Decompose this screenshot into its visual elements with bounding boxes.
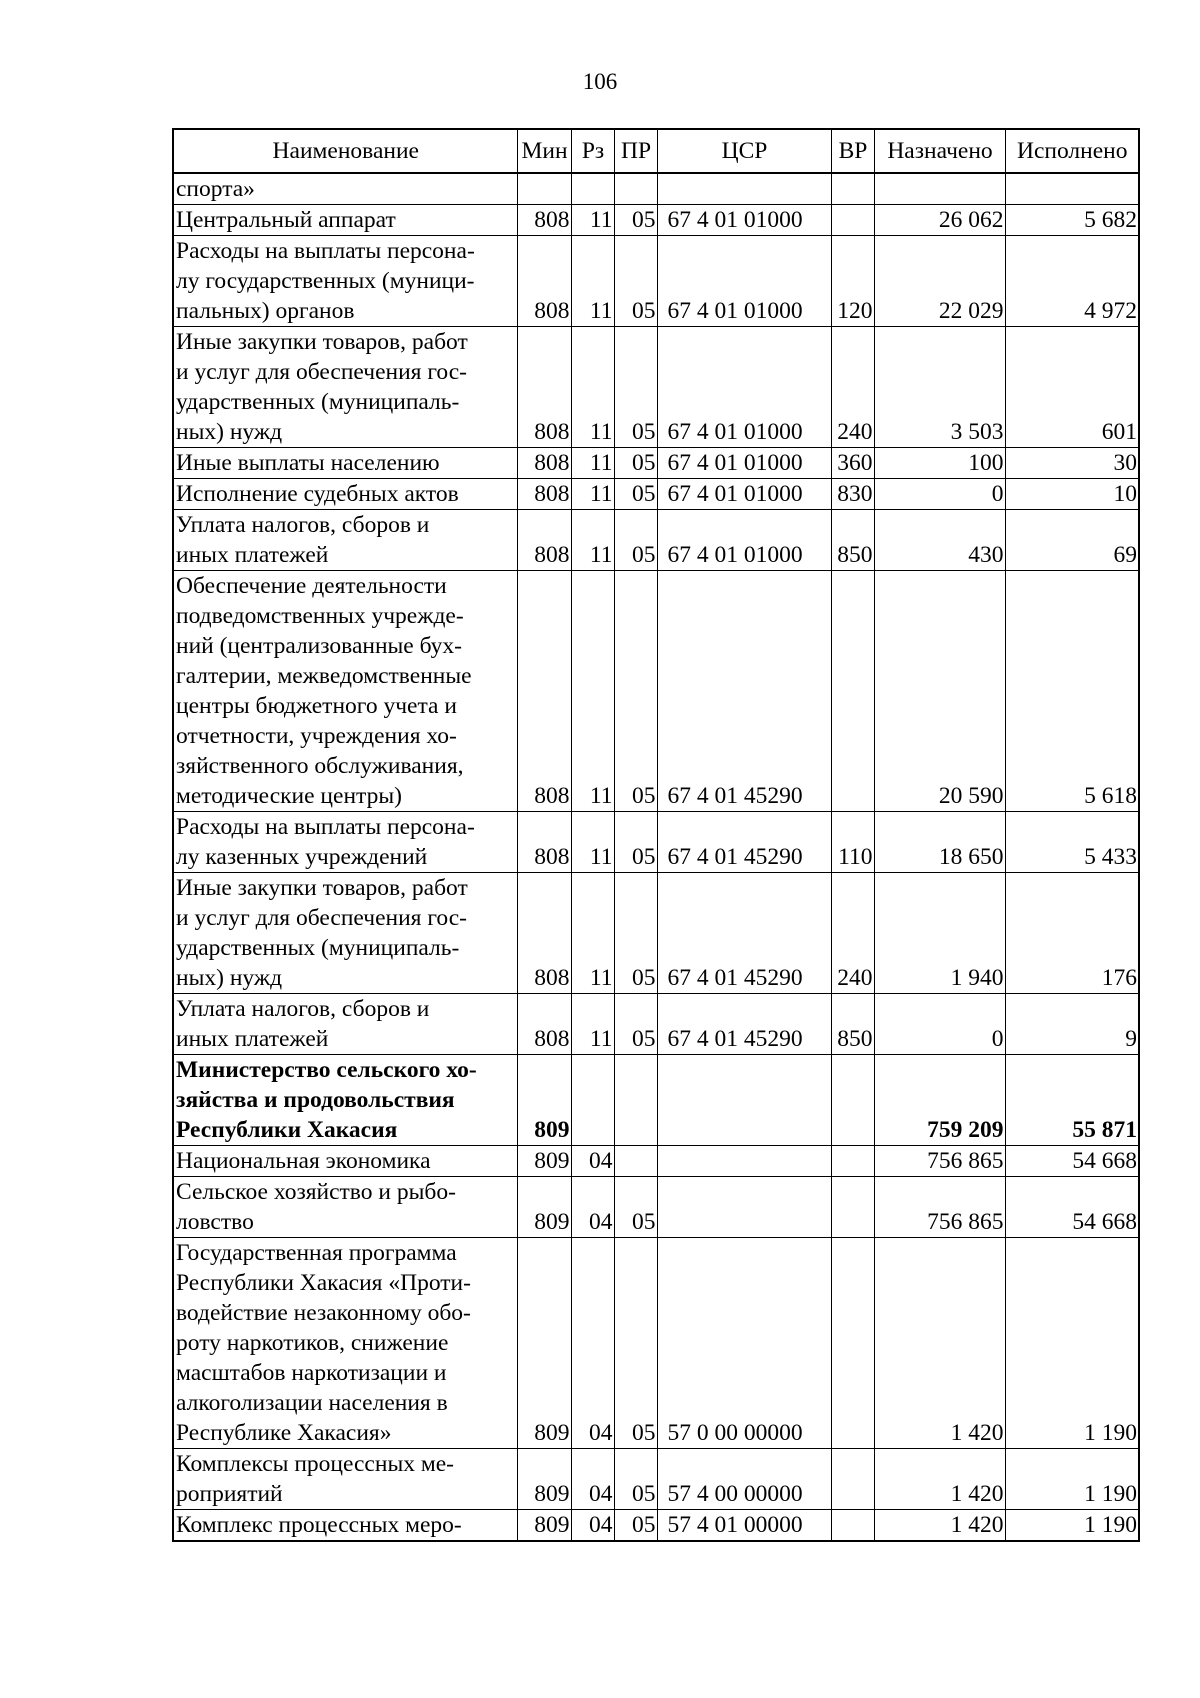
- cell-isp: 54 668: [1005, 1146, 1139, 1177]
- cell-name: Министерство сельского хо- зяйства и продовольствия Республики Хакасия: [173, 1055, 517, 1146]
- header-min: Мин: [517, 129, 571, 173]
- cell-rz: 11: [571, 236, 614, 327]
- cell-nazn: 3 503: [874, 327, 1005, 448]
- cell-name: Сельское хозяйство и рыбо- ловство: [173, 1177, 517, 1238]
- cell-pr: 05: [614, 812, 657, 873]
- cell-nazn: 0: [874, 994, 1005, 1055]
- cell-pr: 05: [614, 236, 657, 327]
- cell-isp: 176: [1005, 873, 1139, 994]
- cell-csr: [657, 1146, 831, 1177]
- cell-name: Комплекс процессных меро-: [173, 1510, 517, 1542]
- cell-nazn: 1 420: [874, 1449, 1005, 1510]
- cell-min: 808: [517, 510, 571, 571]
- cell-csr: [657, 173, 831, 205]
- cell-isp: 9: [1005, 994, 1139, 1055]
- cell-name: Расходы на выплаты персона- лу казенных учреждений: [173, 812, 517, 873]
- table-row: [173, 571, 1139, 812]
- cell-min: 809: [517, 1055, 571, 1146]
- header-rz: Рз: [571, 129, 614, 173]
- cell-name: Центральный аппарат: [173, 205, 517, 236]
- cell-csr: 67 4 01 01000: [657, 448, 831, 479]
- cell-pr: 05: [614, 1449, 657, 1510]
- cell-rz: [571, 173, 614, 205]
- cell-csr: 67 4 01 01000: [657, 205, 831, 236]
- header-name: Наименование: [173, 129, 517, 173]
- table-body: [173, 173, 1139, 1541]
- cell-isp: 601: [1005, 327, 1139, 448]
- cell-name: Иные закупки товаров, работ и услуг для обеспечения гос- ударственных (муниципаль- ных) нужд: [173, 327, 517, 448]
- table-row: [173, 479, 1139, 510]
- cell-nazn: 1 420: [874, 1510, 1005, 1542]
- cell-nazn: 756 865: [874, 1146, 1005, 1177]
- cell-isp: 5 433: [1005, 812, 1139, 873]
- cell-vr: [831, 1238, 874, 1449]
- cell-isp: 69: [1005, 510, 1139, 571]
- cell-pr: 05: [614, 205, 657, 236]
- cell-name: Уплата налогов, сборов и иных платежей: [173, 994, 517, 1055]
- cell-pr: 05: [614, 479, 657, 510]
- cell-name: Исполнение судебных актов: [173, 479, 517, 510]
- cell-min: 808: [517, 994, 571, 1055]
- cell-pr: 05: [614, 510, 657, 571]
- table-row: [173, 448, 1139, 479]
- cell-csr: 67 4 01 45290: [657, 994, 831, 1055]
- cell-name: Иные выплаты населению: [173, 448, 517, 479]
- cell-csr: 67 4 01 01000: [657, 510, 831, 571]
- cell-csr: 57 0 00 00000: [657, 1238, 831, 1449]
- table-row: [173, 205, 1139, 236]
- cell-csr: 57 4 00 00000: [657, 1449, 831, 1510]
- cell-nazn: 756 865: [874, 1177, 1005, 1238]
- header-pr: ПР: [614, 129, 657, 173]
- cell-vr: 830: [831, 479, 874, 510]
- cell-nazn: 20 590: [874, 571, 1005, 812]
- cell-pr: 05: [614, 327, 657, 448]
- cell-isp: [1005, 173, 1139, 205]
- cell-nazn: 759 209: [874, 1055, 1005, 1146]
- cell-rz: 04: [571, 1449, 614, 1510]
- cell-csr: [657, 1177, 831, 1238]
- header-nazn: Назначено: [874, 129, 1005, 173]
- cell-min: 808: [517, 873, 571, 994]
- cell-csr: 67 4 01 01000: [657, 327, 831, 448]
- cell-pr: 05: [614, 1177, 657, 1238]
- cell-min: 808: [517, 571, 571, 812]
- cell-csr: 67 4 01 01000: [657, 236, 831, 327]
- cell-csr: 57 4 01 00000: [657, 1510, 831, 1542]
- cell-nazn: 1 940: [874, 873, 1005, 994]
- cell-name: спорта»: [173, 173, 517, 205]
- cell-rz: 11: [571, 327, 614, 448]
- cell-vr: [831, 1449, 874, 1510]
- cell-rz: [571, 1055, 614, 1146]
- cell-csr: 67 4 01 45290: [657, 812, 831, 873]
- table-row: [173, 1177, 1139, 1238]
- cell-vr: [831, 1055, 874, 1146]
- cell-min: 808: [517, 448, 571, 479]
- cell-isp: 4 972: [1005, 236, 1139, 327]
- cell-csr: 67 4 01 45290: [657, 571, 831, 812]
- cell-pr: 05: [614, 873, 657, 994]
- cell-pr: [614, 1055, 657, 1146]
- cell-vr: [831, 571, 874, 812]
- header-csr: ЦСР: [657, 129, 831, 173]
- table-row: [173, 327, 1139, 448]
- cell-nazn: 100: [874, 448, 1005, 479]
- table-row: [173, 1055, 1139, 1146]
- table-row: [173, 1449, 1139, 1510]
- cell-name: Расходы на выплаты персона- лу государственных (муници- пальных) органов: [173, 236, 517, 327]
- cell-name: Комплексы процессных ме- роприятий: [173, 1449, 517, 1510]
- cell-nazn: 26 062: [874, 205, 1005, 236]
- cell-rz: 11: [571, 205, 614, 236]
- cell-pr: 05: [614, 1510, 657, 1542]
- cell-nazn: 18 650: [874, 812, 1005, 873]
- cell-rz: 11: [571, 812, 614, 873]
- table-row: [173, 1238, 1139, 1449]
- cell-vr: 110: [831, 812, 874, 873]
- cell-vr: 240: [831, 327, 874, 448]
- cell-min: 809: [517, 1510, 571, 1542]
- cell-vr: 240: [831, 873, 874, 994]
- table-row: [173, 173, 1139, 205]
- table-row: [173, 812, 1139, 873]
- cell-rz: 11: [571, 994, 614, 1055]
- cell-nazn: 22 029: [874, 236, 1005, 327]
- header-vr: ВР: [831, 129, 874, 173]
- cell-min: 808: [517, 812, 571, 873]
- cell-min: [517, 173, 571, 205]
- cell-name: Обеспечение деятельности подведомственных учрежде- ний (централизованные бух- галтерии, межведомственные центры бюджетного учета и отчетности, учреждения хо- зяйственного обслуживания, методические центры): [173, 571, 517, 812]
- cell-isp: 55 871: [1005, 1055, 1139, 1146]
- cell-isp: 1 190: [1005, 1510, 1139, 1542]
- cell-pr: 05: [614, 994, 657, 1055]
- table-row: [173, 510, 1139, 571]
- table-row: [173, 994, 1139, 1055]
- cell-rz: 04: [571, 1177, 614, 1238]
- cell-vr: 360: [831, 448, 874, 479]
- header-isp: Исполнено: [1005, 129, 1139, 173]
- cell-rz: 11: [571, 479, 614, 510]
- cell-isp: 10: [1005, 479, 1139, 510]
- table-row: [173, 1146, 1139, 1177]
- cell-min: 809: [517, 1177, 571, 1238]
- cell-csr: 67 4 01 45290: [657, 873, 831, 994]
- cell-isp: 5 618: [1005, 571, 1139, 812]
- cell-vr: [831, 173, 874, 205]
- cell-min: 808: [517, 205, 571, 236]
- cell-rz: 04: [571, 1146, 614, 1177]
- cell-min: 809: [517, 1449, 571, 1510]
- table-row: [173, 236, 1139, 327]
- cell-isp: 1 190: [1005, 1238, 1139, 1449]
- cell-isp: 5 682: [1005, 205, 1139, 236]
- cell-rz: 04: [571, 1238, 614, 1449]
- cell-isp: 1 190: [1005, 1449, 1139, 1510]
- cell-vr: [831, 1177, 874, 1238]
- cell-nazn: [874, 173, 1005, 205]
- cell-vr: 850: [831, 994, 874, 1055]
- cell-rz: 11: [571, 873, 614, 994]
- cell-min: 808: [517, 236, 571, 327]
- cell-name: Государственная программа Республики Хакасия «Проти- водействие незаконному обо- роту наркотиков, снижение масштабов наркотизации и алкоголизации населения в Республике Хакасия»: [173, 1238, 517, 1449]
- cell-pr: 05: [614, 571, 657, 812]
- cell-nazn: 1 420: [874, 1238, 1005, 1449]
- cell-min: 808: [517, 479, 571, 510]
- cell-pr: 05: [614, 1238, 657, 1449]
- cell-vr: [831, 205, 874, 236]
- cell-csr: [657, 1055, 831, 1146]
- cell-vr: [831, 1510, 874, 1542]
- cell-pr: [614, 173, 657, 205]
- table-row: [173, 873, 1139, 994]
- cell-min: 809: [517, 1146, 571, 1177]
- cell-pr: 05: [614, 448, 657, 479]
- cell-vr: 120: [831, 236, 874, 327]
- cell-name: Иные закупки товаров, работ и услуг для обеспечения гос- ударственных (муниципаль- ных) нужд: [173, 873, 517, 994]
- cell-rz: 04: [571, 1510, 614, 1542]
- table-row: [173, 1510, 1139, 1542]
- cell-rz: 11: [571, 510, 614, 571]
- cell-vr: [831, 1146, 874, 1177]
- cell-min: 808: [517, 327, 571, 448]
- cell-rz: 11: [571, 448, 614, 479]
- cell-nazn: 0: [874, 479, 1005, 510]
- cell-rz: 11: [571, 571, 614, 812]
- budget-table: [172, 128, 1140, 1542]
- cell-isp: 54 668: [1005, 1177, 1139, 1238]
- cell-pr: [614, 1146, 657, 1177]
- cell-vr: 850: [831, 510, 874, 571]
- cell-csr: 67 4 01 01000: [657, 479, 831, 510]
- header-row: [173, 129, 1139, 173]
- cell-name: Национальная экономика: [173, 1146, 517, 1177]
- cell-isp: 30: [1005, 448, 1139, 479]
- cell-min: 809: [517, 1238, 571, 1449]
- cell-name: Уплата налогов, сборов и иных платежей: [173, 510, 517, 571]
- page-number: 106: [582, 69, 618, 94]
- cell-nazn: 430: [874, 510, 1005, 571]
